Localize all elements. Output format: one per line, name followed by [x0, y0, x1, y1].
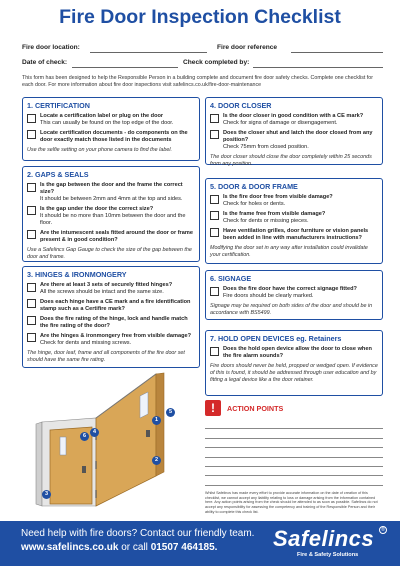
footer-phone[interactable]: 01507 464185. [150, 542, 218, 553]
checkbox[interactable] [210, 228, 219, 237]
checklist-item: Does the fire rating of the hinge, lock and handle match the fire rating of the door? [27, 316, 195, 330]
action-line[interactable] [205, 467, 383, 476]
checklist-item: Is the frame free from visible damage? Check for dents or missing pieces. [210, 211, 378, 225]
certification-section [22, 97, 200, 161]
door-frame-section [205, 178, 383, 264]
checklist-item: Are there at least 3 sets of securely fitted hinges? All the screws should be intact and the same size. [27, 282, 195, 296]
action-line[interactable] [205, 458, 383, 467]
door-closer-section [205, 97, 383, 165]
checkbox[interactable] [27, 283, 36, 292]
closer-heading: 4. DOOR CLOSER [210, 101, 272, 110]
location-field[interactable] [90, 52, 207, 53]
checklist-item: Is the gap between the door and the frame the correct size? It should be between 2mm and 4mm at the top and sides. [27, 182, 195, 203]
date-label: Date of check: [22, 59, 68, 66]
hold-open-section [205, 330, 383, 396]
door-callout: 4 [90, 428, 99, 437]
hinges-section [22, 266, 200, 368]
door-callout: 2 [152, 456, 161, 465]
completed-by-label: Check completed by: [183, 59, 250, 66]
action-line[interactable] [205, 429, 383, 438]
registered-mark: ® [379, 526, 387, 534]
checkbox[interactable] [27, 316, 36, 325]
frame-heading: 5. DOOR & DOOR FRAME [210, 182, 298, 191]
checklist-item: Does each hinge have a CE mark and a fire identification stamp such as a Certifire mark? [27, 299, 195, 313]
checkbox[interactable] [210, 114, 219, 123]
signage-heading: 6. SIGNAGE [210, 274, 252, 283]
gaps-heading: 2. GAPS & SEALS [27, 170, 89, 179]
closer-note: The door closer should close the door completely within 25 seconds from any position. [210, 153, 372, 167]
footer-contact-line: Need help with fire doors? Contact our friendly team. [21, 528, 255, 539]
action-line[interactable] [205, 420, 383, 429]
action-line[interactable] [205, 439, 383, 448]
checklist-item: Does the hold open device allow the door to close when the fire alarm sounds? [210, 346, 378, 360]
reference-label: Fire door reference [217, 44, 278, 51]
checkbox[interactable] [27, 114, 36, 123]
checklist-item: Are the hinges & ironmongery free from visible damage? Check for dents and missing screws. [27, 333, 195, 347]
checklist-item: Does the closer shut and latch the door closed from any position? Check 75mm from closed position. [210, 130, 378, 151]
door-diagram [22, 368, 200, 510]
signage-section [205, 270, 383, 320]
checkbox[interactable] [27, 130, 36, 139]
checklist-item: Is the door closer in good condition with a CE mark? Check for signs of damage or disengagement. [210, 113, 378, 127]
checklist-item: Is the gap under the door the correct size? It should be no more than 10mm between the door and the floor. [27, 206, 195, 227]
door-callout: 3 [42, 490, 51, 499]
checklist-item: Locate a certification label or plug on the door This can usually be found on the top edge of the door. [27, 113, 195, 127]
checkbox[interactable] [210, 347, 219, 356]
hinges-heading: 3. HINGES & IRONMONGERY [27, 270, 127, 279]
checkbox[interactable] [27, 333, 36, 342]
action-points [205, 400, 383, 486]
checkbox[interactable] [210, 195, 219, 204]
completed-by-field[interactable] [253, 67, 383, 68]
certification-heading: 1. CERTIFICATION [27, 101, 90, 110]
door-callout: 6 [80, 432, 89, 441]
checkbox[interactable] [27, 206, 36, 215]
gaps-note: Use a Safelincs Gap Gauge to check the size of the gap between the door and frame. [27, 246, 192, 260]
disclaimer-text: Whilst Safelincs has made every effort to provide accurate information on the date of creation of this checklist, we cannot accept any liability relating to loss or damage arising from the information contained here. Any action points arising from the check should be attended to as soon as possible. Safelincs do not accept any responsibility for assessing the competency and training of the Responsible Person and their ability to complete this check list. [205, 491, 378, 514]
checkbox[interactable] [210, 130, 219, 139]
gaps-seals-section [22, 166, 200, 262]
hinges-note: The hinge, door leaf, frame and all components of the fire door set should have the same fire rating. [27, 349, 185, 363]
hold-open-heading: 7. HOLD OPEN DEVICES eg. Retainers [210, 334, 342, 343]
date-field[interactable] [72, 67, 178, 68]
page-title: Fire Door Inspection Checklist [59, 6, 341, 28]
footer-contact-details: www.safelincs.co.uk or call 01507 464185. [21, 542, 218, 553]
footer-bar [0, 521, 400, 566]
action-points-heading: ACTION POINTS [227, 403, 284, 413]
checklist-item: Is the fire door free from visible damage? Check for holes or dents. [210, 194, 378, 208]
intro-text: This form has been designed to help the Responsible Person in a building complete and document fire door safety checks. Complete one checklist for each door. For more information about fire door inspections visit safelincs.co.uk/fire-door-maintenance [22, 75, 373, 88]
frame-note: Modifying the door set in any way after installation could invalidate your certification. [210, 244, 368, 258]
checkbox[interactable] [27, 299, 36, 308]
action-line[interactable] [205, 476, 383, 485]
footer-url[interactable]: www.safelincs.co.uk [21, 542, 119, 553]
reference-field[interactable] [291, 52, 383, 53]
checkbox[interactable] [210, 211, 219, 220]
checkbox[interactable] [27, 183, 36, 192]
checkbox[interactable] [210, 287, 219, 296]
checklist-item: Have ventilation grilles, door furniture or vision panels been added in line with manufacturers instructions? [210, 228, 378, 242]
certification-note: Use the selfie setting on your phone camera to find the label. [27, 146, 173, 153]
hold-open-note: Fire doors should never be held, propped or wedged open. If evidence of this is found, it should be addressed through user education and by fitting a legal device like a fire door retainer. [210, 362, 378, 383]
checklist-item: Does the fire door have the correct signage fitted? Fire doors should be clearly marked. [210, 286, 378, 300]
location-label: Fire door location: [22, 44, 80, 51]
alert-icon: ! [205, 400, 221, 416]
door-callout: 5 [166, 408, 175, 417]
door-callout: 1 [152, 416, 161, 425]
fire-door-illustration [22, 368, 200, 510]
checklist-item: Locate certification documents - do components on the door exactly match those listed in the documents [27, 130, 195, 144]
checkbox[interactable] [27, 230, 36, 239]
signage-note: Signage may be required on both sides of the door and should be in accordance with BS5499. [210, 302, 373, 316]
safelincs-logo: Safelincs Fire & Safety Solutions ® [265, 526, 387, 560]
checklist-item: Are the intumescent seals fitted around the door or frame present & in good condition? [27, 230, 195, 244]
action-line[interactable] [205, 448, 383, 457]
